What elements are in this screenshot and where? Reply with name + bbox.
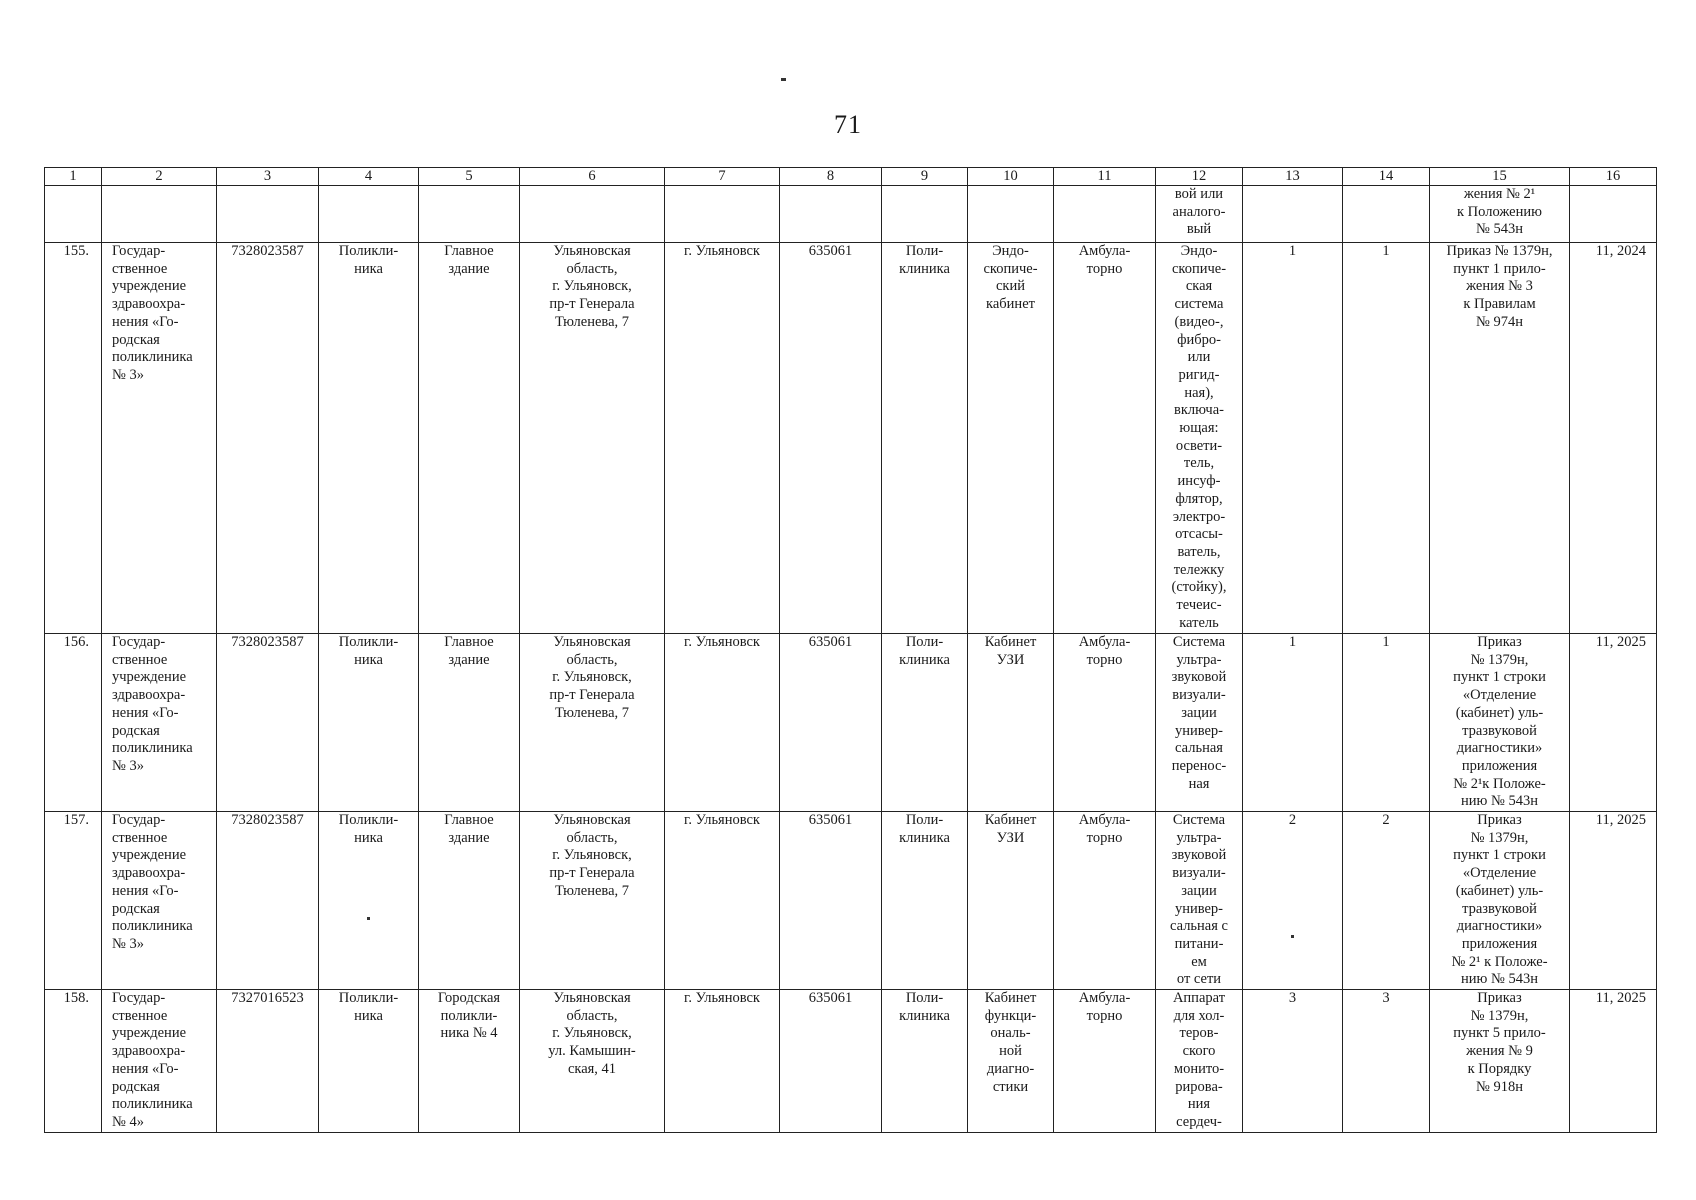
quantity-cell: 1 (1343, 243, 1430, 634)
table-cell (419, 186, 520, 243)
cell-line: учреждение (112, 1025, 187, 1042)
cell-line: электро- (1172, 508, 1226, 525)
row-number-cell: 155. (45, 243, 102, 634)
legal-basis-cell (1430, 990, 1570, 1133)
cell-line: здание (448, 260, 490, 277)
cell-line: № 1379н, (1470, 829, 1529, 846)
cell-line: Система (1172, 812, 1226, 829)
cell-line: Аппарат (1172, 990, 1226, 1007)
equipment-table (44, 167, 1657, 1133)
quantity-cell: 1 (1243, 634, 1343, 812)
legal-basis-cell (1430, 634, 1570, 812)
city-cell: г. Ульяновск (665, 634, 780, 812)
cell-line: ственное (112, 260, 168, 277)
cell-line: Тюленева, 7 (554, 882, 630, 899)
zip-cell: 635061 (780, 812, 882, 990)
table-cell (665, 186, 780, 243)
cell-line: Поликли- (338, 812, 399, 829)
cell-line: пункт 1 прило- (1453, 260, 1546, 277)
cell-line: ника (354, 829, 383, 846)
cell-line: здравоохра- (112, 296, 186, 313)
column-header: 9 (882, 168, 968, 186)
cell-line: торно (1086, 829, 1123, 846)
cell-line: № 974н (1476, 313, 1523, 330)
cell-line: г. Ульяновск, (552, 847, 632, 864)
cell-line: Амбула- (1078, 634, 1131, 650)
cell-line: (стойку), (1171, 579, 1227, 596)
cell-line: Кабинет (984, 812, 1037, 829)
table-cell (102, 186, 217, 243)
quantity-cell: 3 (1243, 990, 1343, 1133)
cell-line: ская (1185, 278, 1213, 295)
building-cell (419, 634, 520, 812)
cell-line: здравоохра- (112, 687, 186, 704)
column-header: 16 (1570, 168, 1657, 186)
cell-line: звуковой (1171, 847, 1227, 864)
city-cell: г. Ульяновск (665, 243, 780, 634)
cell-line: Эндо- (1180, 243, 1218, 259)
care-form-cell (1054, 812, 1156, 990)
cell-line: г. Ульяновск, (552, 1025, 632, 1042)
room-cell (968, 634, 1054, 812)
cell-line: Кабинет (984, 990, 1037, 1007)
cell-line: № 2¹ к Положе- (1451, 953, 1548, 970)
cell-line: № 3» (112, 757, 144, 774)
table-row (45, 990, 1657, 1133)
column-header: 12 (1156, 168, 1243, 186)
inn-cell: 7327016523 (217, 990, 319, 1133)
cell-line: область, (566, 651, 618, 668)
inn-cell: 7328023587 (217, 243, 319, 634)
cell-line: пр-т Генерала (549, 865, 635, 882)
cell-line: течеис- (1176, 597, 1222, 614)
cell-line: Тюленева, 7 (554, 313, 630, 330)
care-form-cell (1054, 243, 1156, 634)
table-cell (319, 186, 419, 243)
cell-line: УЗИ (996, 651, 1025, 668)
zip-cell: 635061 (780, 634, 882, 812)
cell-line: Поли- (905, 990, 944, 1007)
table-cell (1243, 186, 1343, 243)
cell-line: сердеч- (1176, 1113, 1222, 1130)
cell-line: клиника (899, 260, 950, 277)
building-cell (419, 243, 520, 634)
table-cell (45, 186, 102, 243)
cell-line: пункт 1 строки (1453, 669, 1546, 686)
facility-type-cell (319, 990, 419, 1133)
care-form-cell (1054, 990, 1156, 1133)
cell-line: ский (996, 278, 1025, 295)
cell-line: (видео-, (1174, 313, 1224, 330)
cell-line: пункт 1 строки (1453, 847, 1546, 864)
quantity-value: 2 (1288, 812, 1297, 829)
column-header: 13 (1243, 168, 1343, 186)
cell-line: ского (1182, 1043, 1216, 1060)
cell-line: нения «Го- (112, 313, 179, 330)
cell-line: здравоохра- (112, 1043, 186, 1060)
cell-line: Поли- (905, 812, 944, 829)
cell-line: диагностики» (1456, 740, 1543, 757)
cell-line: ной (999, 1043, 1022, 1060)
equipment-cell (1156, 634, 1243, 812)
cell-line: диагностики» (1456, 918, 1543, 935)
cell-line: Приказ № 1379н, (1446, 243, 1553, 259)
cell-line: № 2¹к Положе- (1453, 775, 1546, 792)
cell-line: № 3» (112, 366, 144, 383)
cell-line: ригид- (1178, 366, 1220, 383)
cell-line: тразвуковой (1462, 900, 1537, 917)
cell-line: г. Ульяновск, (552, 669, 632, 686)
cell-line: № 918н (1476, 1078, 1523, 1095)
address-cell (520, 990, 665, 1133)
city-cell: г. Ульяновск (665, 990, 780, 1133)
cell-line: «Отделение (1462, 865, 1537, 882)
cell-line: клиника (899, 1007, 950, 1024)
cell-line: ультра- (1176, 829, 1222, 846)
building-cell (419, 990, 520, 1133)
cell-line: № 543н (1476, 221, 1523, 238)
cell-line: нения «Го- (112, 882, 179, 899)
cell-line: ника (354, 1007, 383, 1024)
cell-line: ул. Камышин- (548, 1043, 636, 1060)
cell-line: функци- (984, 1007, 1037, 1024)
cell-line: приложения (1461, 757, 1538, 774)
cell-line: скопиче- (1171, 260, 1227, 277)
table-cell (968, 186, 1054, 243)
cell-line: «Отделение (1462, 687, 1537, 704)
cell-line: область, (566, 260, 618, 277)
scan-artifact-dot (1291, 935, 1294, 938)
cell-line: жения № 9 (1466, 1043, 1533, 1060)
cell-line: ватель, (1177, 543, 1221, 560)
column-header: 7 (665, 168, 780, 186)
column-header: 14 (1343, 168, 1430, 186)
subdivision-cell (882, 812, 968, 990)
column-number-row (45, 168, 1657, 186)
equipment-cell (1156, 812, 1243, 990)
facility-type-cell (319, 812, 419, 990)
cell-line: здравоохра- (112, 865, 186, 882)
equipment-cell (1156, 186, 1243, 243)
cell-line: жения № 2¹ (1463, 186, 1536, 202)
cell-line: учреждение (112, 278, 187, 295)
quantity-cell (1243, 812, 1343, 990)
cell-line: пункт 5 прило- (1453, 1025, 1546, 1042)
cell-line: питани- (1174, 935, 1224, 952)
cell-line: кабинет (986, 296, 1035, 313)
cell-line: освети- (1175, 437, 1223, 454)
inn-cell: 7328023587 (217, 812, 319, 990)
address-cell (520, 634, 665, 812)
cell-line: ская, 41 (567, 1060, 617, 1077)
table-row (45, 634, 1657, 812)
cell-line: звуковой (1171, 669, 1227, 686)
cell-line: поликли- (440, 1007, 498, 1024)
cell-line: здание (448, 829, 490, 846)
cell-line: Система (1172, 634, 1226, 650)
cell-line: Поликли- (338, 990, 399, 1007)
cell-line: ственное (112, 1007, 168, 1024)
cell-line: нию № 543н (1461, 793, 1538, 810)
cell-line: (кабинет) уль- (1455, 882, 1544, 899)
cell-line: ющая: (1179, 420, 1219, 437)
cell-line: ем (1191, 953, 1207, 970)
period-cell: 11, 2025 (1570, 634, 1657, 812)
cell-line: Государ- (112, 634, 166, 650)
cell-line: пр-т Генерала (549, 296, 635, 313)
cell-line: к Порядку (1467, 1060, 1532, 1077)
cell-line: родская (112, 1078, 160, 1095)
address-cell (520, 812, 665, 990)
cell-line: фибро- (1177, 331, 1221, 348)
cell-line: родская (112, 900, 160, 917)
cell-line: торно (1086, 1007, 1123, 1024)
cell-line: визуали- (1172, 687, 1226, 704)
cell-line: вой или (1174, 186, 1224, 202)
subdivision-cell (882, 634, 968, 812)
cell-line: ультра- (1176, 651, 1222, 668)
cell-line: катель (1179, 614, 1219, 631)
table-cell (780, 186, 882, 243)
cell-line: учреждение (112, 847, 187, 864)
cell-line: ника (354, 260, 383, 277)
room-cell (968, 243, 1054, 634)
cell-line: к Правилам (1463, 296, 1536, 313)
cell-line: Ульяновская (553, 243, 631, 259)
zip-cell: 635061 (780, 243, 882, 634)
address-cell (520, 243, 665, 634)
room-cell (968, 812, 1054, 990)
city-cell: г. Ульяновск (665, 812, 780, 990)
cell-line: ния (1187, 1096, 1211, 1113)
cell-line: отсасы- (1175, 526, 1223, 543)
cell-line: флятор, (1175, 490, 1223, 507)
cell-line: Приказ (1477, 634, 1522, 650)
legal-basis-cell (1430, 186, 1570, 243)
cell-line: Главное (444, 634, 494, 650)
cell-line: тразвуковой (1462, 722, 1537, 739)
continuation-row (45, 186, 1657, 243)
column-header: 10 (968, 168, 1054, 186)
cell-line: включа- (1174, 402, 1224, 419)
building-cell (419, 812, 520, 990)
period-cell: 11, 2024 (1570, 243, 1657, 634)
cell-line: сальная (1175, 740, 1223, 757)
cell-line: диагно- (986, 1060, 1035, 1077)
cell-line: здание (448, 651, 490, 668)
cell-line: Ульяновская (553, 634, 631, 650)
facility-type-cell (319, 243, 419, 634)
cell-line: Государ- (112, 243, 166, 259)
legal-basis-cell (1430, 243, 1570, 634)
cell-line: ника № 4 (440, 1025, 498, 1042)
cell-line: родская (112, 722, 160, 739)
table-cell (1054, 186, 1156, 243)
cell-line: ная), (1184, 384, 1214, 401)
cell-line: тележку (1173, 561, 1225, 578)
organization-cell (102, 812, 217, 990)
cell-line: поликлиника (112, 740, 193, 757)
row-number-cell: 158. (45, 990, 102, 1133)
cell-line: торно (1086, 260, 1123, 277)
cell-line: Государ- (112, 812, 166, 829)
cell-line: жения № 3 (1466, 278, 1533, 295)
equipment-cell (1156, 243, 1243, 634)
care-form-cell (1054, 634, 1156, 812)
cell-line: Главное (444, 812, 494, 829)
cell-line: теров- (1179, 1025, 1219, 1042)
quantity-cell: 1 (1243, 243, 1343, 634)
column-header: 1 (45, 168, 102, 186)
table-cell (217, 186, 319, 243)
equipment-cell (1156, 990, 1243, 1133)
cell-line: родская (112, 331, 160, 348)
cell-line: система (1174, 296, 1224, 313)
cell-line: торно (1086, 651, 1123, 668)
organization-cell (102, 243, 217, 634)
cell-line: Амбула- (1078, 243, 1131, 259)
column-header: 5 (419, 168, 520, 186)
cell-line: тель, (1183, 455, 1215, 472)
cell-line: Поликли- (338, 243, 399, 259)
cell-line: для хол- (1173, 1007, 1225, 1024)
cell-line: от сети (1176, 971, 1222, 988)
table-row (45, 812, 1657, 990)
column-header: 6 (520, 168, 665, 186)
cell-line: Ульяновская (553, 990, 631, 1007)
cell-line: № 1379н, (1470, 1007, 1529, 1024)
cell-line: Амбула- (1078, 812, 1131, 829)
cell-line: ственное (112, 651, 168, 668)
cell-line: Городская (437, 990, 501, 1007)
cell-line: Амбула- (1078, 990, 1131, 1007)
cell-line: № 4» (112, 1113, 144, 1130)
column-header: 3 (217, 168, 319, 186)
row-number-cell: 157. (45, 812, 102, 990)
cell-line: № 3» (112, 935, 144, 952)
table-cell (1570, 186, 1657, 243)
page-number: 71 (834, 110, 862, 139)
cell-line: г. Ульяновск, (552, 278, 632, 295)
cell-line: инсуф- (1177, 473, 1221, 490)
cell-line: № 1379н, (1470, 651, 1529, 668)
cell-line: приложения (1461, 935, 1538, 952)
table-cell (882, 186, 968, 243)
cell-line: Приказ (1477, 990, 1522, 1007)
table-cell (520, 186, 665, 243)
cell-line: область, (566, 1007, 618, 1024)
cell-line: ная (1188, 775, 1210, 792)
cell-line: учреждение (112, 669, 187, 686)
cell-line: вый (1186, 221, 1212, 238)
scan-artifact-dot (367, 917, 370, 920)
cell-line: Ульяновская (553, 812, 631, 829)
cell-line: клиника (899, 829, 950, 846)
column-header: 4 (319, 168, 419, 186)
cell-line: Поли- (905, 243, 944, 259)
cell-line: универ- (1174, 722, 1224, 739)
column-header: 8 (780, 168, 882, 186)
cell-line: визуали- (1172, 865, 1226, 882)
cell-line: Главное (444, 243, 494, 259)
legal-basis-cell (1430, 812, 1570, 990)
table-cell (1343, 186, 1430, 243)
cell-line: универ- (1174, 900, 1224, 917)
organization-cell (102, 990, 217, 1133)
cell-line: область, (566, 829, 618, 846)
cell-line: аналого- (1172, 203, 1226, 220)
cell-line: (кабинет) уль- (1455, 704, 1544, 721)
facility-type-cell (319, 634, 419, 812)
cell-line: нения «Го- (112, 1060, 179, 1077)
cell-line: Поликли- (338, 634, 399, 650)
cell-line: нения «Го- (112, 704, 179, 721)
cell-line: или (1187, 349, 1211, 366)
table-row (45, 243, 1657, 634)
cell-line: ника (354, 651, 383, 668)
cell-line: Государ- (112, 990, 166, 1007)
cell-line: Приказ (1477, 812, 1522, 829)
cell-line: стики (992, 1078, 1029, 1095)
cell-line: поликлиника (112, 1096, 193, 1113)
cell-line: монито- (1173, 1060, 1225, 1077)
zip-cell: 635061 (780, 990, 882, 1133)
cell-line: пр-т Генерала (549, 687, 635, 704)
subdivision-cell (882, 990, 968, 1133)
cell-line: Кабинет (984, 634, 1037, 650)
cell-line: УЗИ (996, 829, 1025, 846)
quantity-cell: 1 (1343, 634, 1430, 812)
scan-artifact-dot (781, 78, 786, 81)
organization-cell (102, 634, 217, 812)
facility-type-lines (322, 812, 415, 847)
row-number-cell: 156. (45, 634, 102, 812)
quantity-cell: 3 (1343, 990, 1430, 1133)
period-cell: 11, 2025 (1570, 990, 1657, 1133)
cell-line: Поли- (905, 634, 944, 650)
cell-line: перенос- (1171, 757, 1227, 774)
cell-line: сальная с (1170, 918, 1228, 935)
column-header: 15 (1430, 168, 1570, 186)
cell-line: ственное (112, 829, 168, 846)
column-header: 2 (102, 168, 217, 186)
period-cell: 11, 2025 (1570, 812, 1657, 990)
subdivision-cell (882, 243, 968, 634)
room-cell (968, 990, 1054, 1133)
cell-line: ональ- (990, 1025, 1031, 1042)
cell-line: Тюленева, 7 (554, 704, 630, 721)
cell-line: зации (1181, 704, 1217, 721)
cell-line: поликлиника (112, 349, 193, 366)
inn-cell: 7328023587 (217, 634, 319, 812)
cell-line: скопиче- (983, 260, 1038, 277)
cell-line: клиника (899, 651, 950, 668)
column-header: 11 (1054, 168, 1156, 186)
cell-line: зации (1181, 882, 1217, 899)
cell-line: нию № 543н (1461, 971, 1538, 988)
cell-line: к Положению (1457, 203, 1542, 220)
quantity-cell: 2 (1343, 812, 1430, 990)
cell-line: рирова- (1175, 1078, 1223, 1095)
cell-line: поликлиника (112, 918, 193, 935)
cell-line: Эндо- (992, 243, 1029, 259)
